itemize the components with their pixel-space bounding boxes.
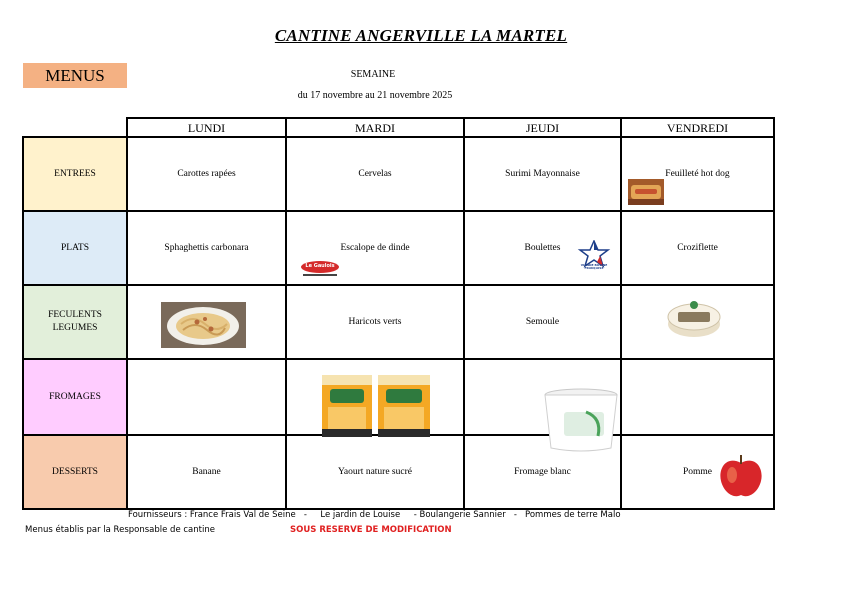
viande-francaise-text: VIANDE BOVINE FRANÇAISE <box>580 263 608 271</box>
menus-label: MENUS <box>23 63 127 88</box>
row-label-text: FECULENTS LEGUMES <box>48 310 102 333</box>
fromage-blanc-image <box>542 388 620 454</box>
dish-cell: Feuilleté hot dog <box>620 136 775 212</box>
yaourt-nature-image <box>318 373 433 439</box>
week-range: du 17 novembre au 21 novembre 2025 <box>297 90 453 101</box>
gaulois-logo-text: Le Gaulois <box>305 263 335 269</box>
established-by-note: Menus établis par la Responsable de cantine <box>25 525 215 535</box>
day-header-lundi: LUNDI <box>126 117 287 138</box>
week-label: SEMAINE <box>350 69 396 80</box>
day-header-vendredi: VENDREDI <box>620 117 775 138</box>
page-title: CANTINE ANGERVILLE LA MARTEL <box>274 26 568 45</box>
row-label-desserts: DESSERTS <box>22 434 128 510</box>
dish-cell: Haricots verts <box>285 284 465 360</box>
croziflette-cheese-image <box>666 297 722 339</box>
reserve-notice: SOUS RESERVE DE MODIFICATION <box>290 525 452 535</box>
hotdog-pastry-image <box>628 179 664 205</box>
dish-cell: Pomme <box>620 434 775 510</box>
day-header-jeudi: JEUDI <box>463 117 622 138</box>
row-label-plats: PLATS <box>22 210 128 286</box>
day-header-mardi: MARDI <box>285 117 465 138</box>
row-label-feculents <box>22 284 128 360</box>
dish-cell: Carottes rapées <box>126 136 287 212</box>
suppliers-footer: Fournisseurs : France Frais Val de Seine - Le jardin de Louise - Boulangerie Sannier - Pommes de terre Malo <box>128 510 621 520</box>
dish-cell <box>620 358 775 436</box>
viande-francaise-logo <box>575 240 613 274</box>
dish-cell: Croziflette <box>620 210 775 286</box>
dish-cell: Surimi Mayonnaise <box>463 136 622 212</box>
dish-cell: Escalope de dinde <box>285 210 465 286</box>
spaghetti-carbonara-image <box>161 302 246 348</box>
dish-cell: Banane <box>126 434 287 510</box>
dish-cell: Fromage blanc <box>463 434 622 510</box>
apple-image <box>716 453 766 499</box>
row-label-entrees: ENTREES <box>22 136 128 212</box>
row-label-fromages: FROMAGES <box>22 358 128 436</box>
dish-cell <box>126 358 287 436</box>
dish-cell: Yaourt nature sucré <box>285 434 465 510</box>
dish-cell: Boulettes <box>463 210 622 286</box>
dish-cell: Semoule <box>463 284 622 360</box>
dish-cell: Sphaghettis carbonara <box>126 210 287 286</box>
gaulois-logo <box>300 260 340 278</box>
dish-cell: Cervelas <box>285 136 465 212</box>
